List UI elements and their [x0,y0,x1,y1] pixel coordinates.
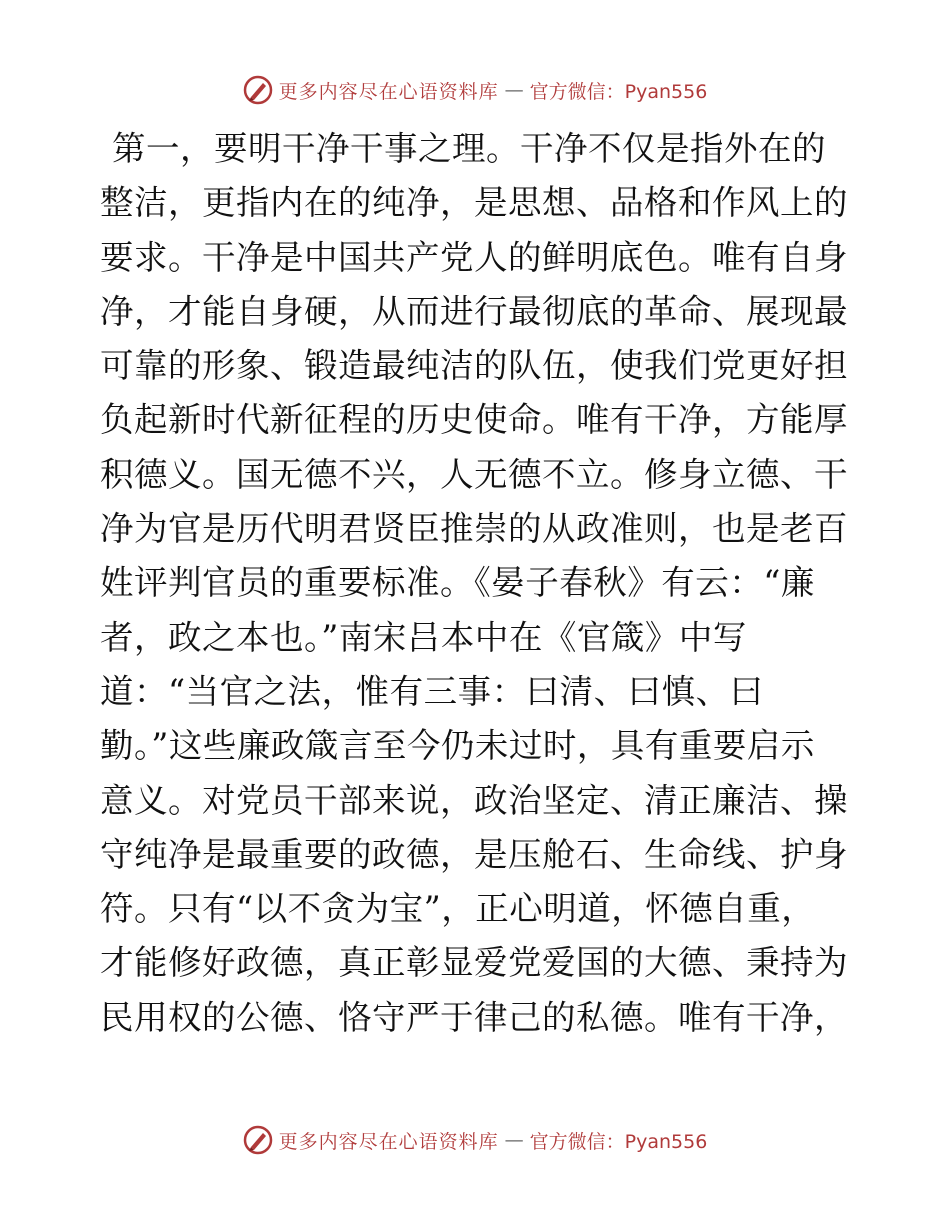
pen-logo-icon [243,75,273,105]
body-line: 可靠的形象、锻造最纯洁的队伍，使我们党更好担 [100,346,848,386]
body-line: 要求。干净是中国共产党人的鲜明底色。唯有自身 [100,237,848,277]
body-line: 勤。”这些廉政箴言至今仍未过时，具有重要启示 [100,726,815,766]
header-contact-text: 官方微信：Pyan556 [529,80,708,103]
body-line: 者，政之本也。”南宋吕本中在《官箴》中写 [100,617,747,657]
header-brand-text: 更多内容尽在心语资料库 [278,80,499,103]
footer-separator: — [504,1129,524,1151]
body-line: 姓评判官员的重要标准。《晏子春秋》有云：“廉 [100,563,815,603]
body-line: 整洁，更指内在的纯净，是思想、品格和作风上的 [100,183,848,223]
footer-brand-text: 更多内容尽在心语资料库 [278,1130,499,1153]
body-line: 意义。对党员干部来说，政治坚定、清正廉洁、操 [100,780,848,820]
body-line: 守纯净是最重要的政德，是压舱石、生命线、护身 [100,834,848,874]
body-line: 积德义。国无德不兴，人无德不立。修身立德、干 [100,454,848,494]
body-line: 负起新时代新征程的历史使命。唯有干净，方能厚 [100,400,848,440]
body-line: 道：“当官之法，惟有三事：曰清、曰慎、曰 [100,671,764,711]
page-header [0,70,950,110]
page-footer [0,1120,950,1160]
body-line: 第一，要明干净干事之理。干净不仅是指外在的 [112,129,826,168]
header-separator: — [504,79,524,101]
body-line: 符。只有“以不贪为宝”，正心明道，怀德自重， [100,889,816,929]
body-line: 民用权的公德、恪守严于律己的私德。唯有干净， [100,997,848,1037]
body-line: 净为官是历代明君贤臣推崇的从政准则，也是老百 [100,509,848,549]
body-line: 才能修好政德，真正彰显爱党爱国的大德、秉持为 [100,943,848,983]
footer-contact-text: 官方微信：Pyan556 [529,1130,708,1153]
document-body [100,122,848,1045]
body-line: 净，才能自身硬，从而进行最彻底的革命、展现最 [100,291,848,331]
pen-logo-icon [243,1125,273,1155]
